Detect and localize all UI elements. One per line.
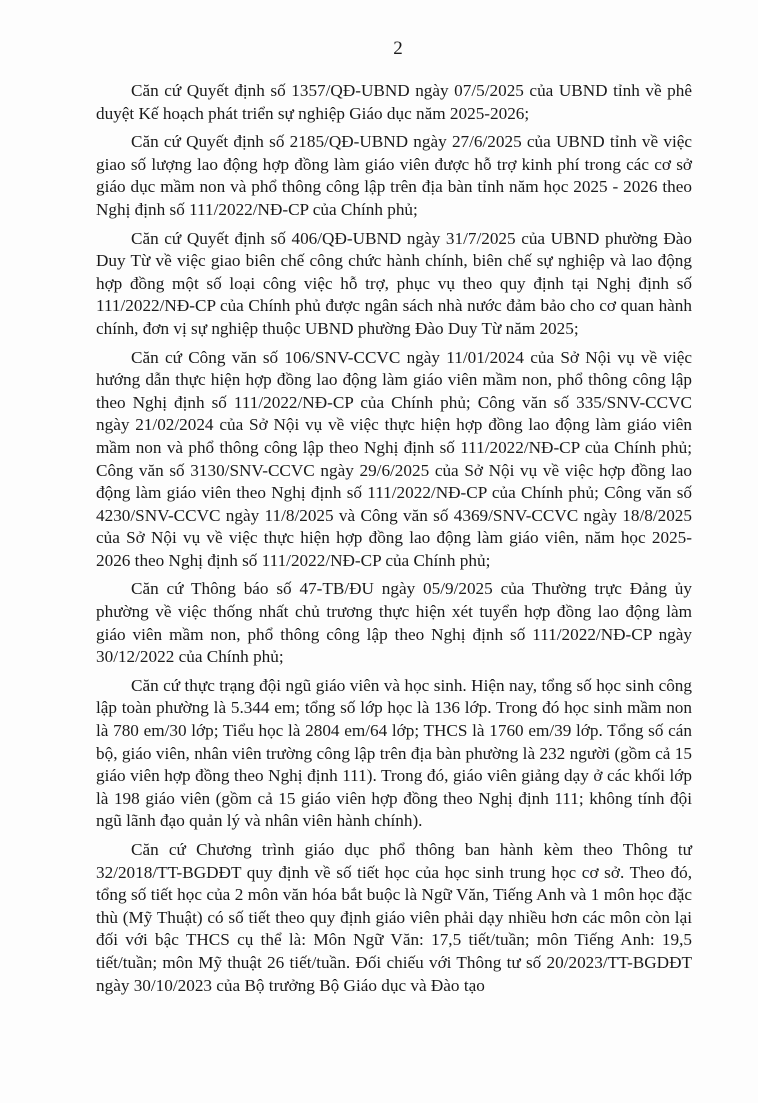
- paragraph-announcement-47: Căn cứ Thông báo số 47-TB/ĐU ngày 05/9/2025 của Thường trực Đảng ủy phường về việc thống nhất chủ trương thực hiện xét tuyển hợp đồng lao động làm giáo viên mầm non, phổ thông công lập theo Nghị định số 111/2022/NĐ-CP ngày 30/12/2022 của Chính phủ;: [96, 579, 692, 667]
- paragraph-decision-406: Căn cứ Quyết định số 406/QĐ-UBND ngày 31/7/2025 của UBND phường Đào Duy Từ về việc giao biên chế công chức hành chính, biên chế sự nghiệp và lao động hợp đồng một số loại công việc hỗ trợ, phục vụ theo quy định tại Nghị định số 111/2022/NĐ-CP của Chính phủ được ngân sách nhà nước đảm bảo cho cơ quan hành chính, đơn vị sự nghiệp thuộc UBND phường Đào Duy Từ năm 2025;: [96, 228, 692, 338]
- paragraph-decision-2185: Căn cứ Quyết định số 2185/QĐ-UBND ngày 27/6/2025 của UBND tỉnh về việc giao số lượng lao động hợp đồng làm giáo viên được hỗ trợ kinh phí trong các cơ sở giáo dục mầm non và phổ thông công lập trên địa bàn tỉnh năm học 2025 - 2026 theo Nghị định số 111/2022/NĐ-CP của Chính phủ;: [96, 132, 692, 219]
- page-number: 2: [393, 38, 403, 59]
- paragraph-decision-1357: Căn cứ Quyết định số 1357/QĐ-UBND ngày 07/5/2025 của UBND tỉnh về phê duyệt Kế hoạch phát triển sự nghiệp Giáo dục năm 2025-2026;: [96, 81, 692, 123]
- paragraph-official-letters: Căn cứ Công văn số 106/SNV-CCVC ngày 11/01/2024 của Sở Nội vụ về việc hướng dẫn thực hiện hợp đồng lao động làm giáo viên mầm non, phổ thông công lập theo Nghị định số 111/2022/NĐ-CP của Chính phủ; Công văn số 335/SNV-CCVC ngày 21/02/2024 của Sở Nội vụ về việc thực hiện hợp đồng lao động làm giáo viên mầm non và phổ thông công lập theo Nghị định số 111/2022/NĐ-CP của Chính phủ; Công văn số 3130/SNV-CCVC ngày 29/6/2025 của Sở Nội vụ về việc hợp đồng lao động làm giáo viên theo Nghị định số 111/2022/NĐ-CP của Chính phủ; Công văn số 4230/SNV-CCVC ngày 11/8/2025 và Công văn số 4369/SNV-CCVC ngày 18/8/2025 của Sở Nội vụ về việc thực hiện hợp đồng lao động làm giáo viên, năm học 2025-2026 theo Nghị định số 111/2022/NĐ-CP của Chính phủ;: [96, 347, 692, 570]
- paragraph-curriculum: Căn cứ Chương trình giáo dục phổ thông ban hành kèm theo Thông tư 32/2018/TT-BGDĐT quy định về số tiết học của học sinh trung học cơ sở. Theo đó, tổng số tiết học của 2 môn văn hóa bắt buộc là Ngữ Văn, Tiếng Anh và 1 môn học đặc thù (Mỹ Thuật) có số tiết theo quy định giáo viên phải dạy nhiều hơn các môn còn lại đối với bậc THCS cụ thể là: Môn Ngữ Văn: 17,5 tiết/tuần; môn Tiếng Anh: 19,5 tiết/tuần; môn Mỹ thuật 26 tiết/tuần. Đối chiếu với Thông tư số 20/2023/TT-BGDĐT ngày 30/10/2023 của Bộ trưởng Bộ Giáo dục và Đào tạo: [96, 840, 692, 995]
- paragraph-staff-status: Căn cứ thực trạng đội ngũ giáo viên và học sinh. Hiện nay, tổng số học sinh công lập toàn phường là 5.344 em; tổng số lớp học là 136 lớp. Trong đó học sinh mầm non là 780 em/30 lớp; Tiểu học là 2804 em/64 lớp; THCS là 1760 em/39 lớp. Tổng số cán bộ, giáo viên, nhân viên trường công lập trên địa bàn phường là 232 người (gồm cả 15 giáo viên hợp đồng theo Nghị định 111). Trong đó, giáo viên giảng dạy ở các khối lớp là 198 giáo viên (gồm cả 15 giáo viên hợp đồng theo Nghị định 111; không tính đội ngũ lãnh đạo quản lý và nhân viên hành chính).: [96, 675, 692, 831]
